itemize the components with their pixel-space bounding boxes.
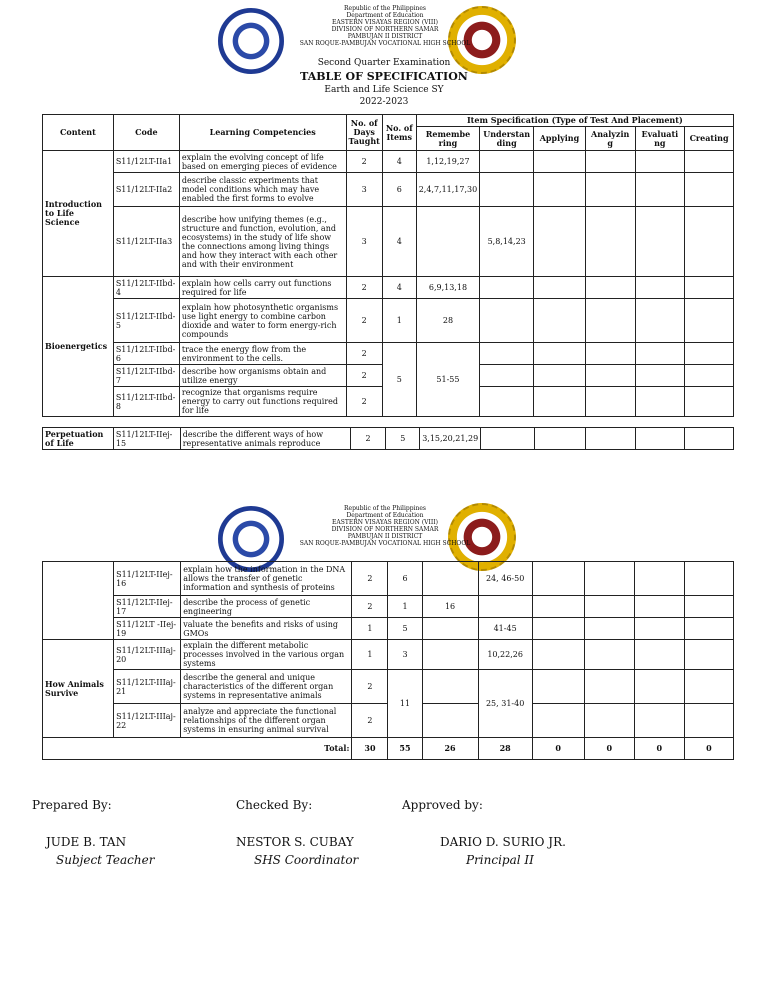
total-row: Total: 30 55 26 28 0 0 0 0 (43, 738, 734, 760)
header-lines: Republic of the Philippines Department of Education EASTERN VISAYAS REGION (VIII) DIVISION OF NORTHERN SAMAR PAMBUJAN II DISTRICT SAN ROQUE-PAMBUJAN VOCATIONAL HIGH SCHOOL (299, 5, 471, 47)
col-spec: Item Specification (Type of Test And Placement) (416, 115, 733, 127)
table-row: S11/12LT-IIIaj-22 analyze and appreciate the functional relationships of the different organ systems in ensuring animal survival 2 (43, 704, 734, 738)
checker-name: NESTOR S. CUBAY (236, 835, 354, 849)
header-lines-2: Republic of the Philippines Department of Education EASTERN VISAYAS REGION (VIII) DIVISION OF NORTHERN SAMAR PAMBUJAN II DISTRICT SAN ROQUE-PAMBUJAN VOCATIONAL HIGH SCHOOL (299, 505, 471, 547)
table-row: S11/12LT-IIbd-7 describe how organisms obtain and utilize energy 2 (43, 365, 734, 387)
table-row: Introduction to Life Science S11/12LT-IIa1 explain the evolving concept of life based on emerging pieces of evidence 2 4 1,12,19,27 (43, 151, 734, 173)
preparer-title: Subject Teacher (56, 853, 155, 867)
approver-name: DARIO D. SURIO JR. (440, 835, 566, 849)
col-app: Applying (534, 127, 586, 151)
table-row: S11/12LT -IIej-19 valuate the benefits and risks of using GMOs 1 5 41-45 (43, 618, 734, 640)
preparer-name: JUDE B. TAN (46, 835, 127, 849)
approved-by-label: Approved by: (402, 798, 483, 812)
col-ana: Analyzin g (585, 127, 635, 151)
table-row: S11/12LT-IIej-16 explain how the information in the DNA allows the transfer of genetic information and synthesis of proteins 2 6 24, 46-50 (43, 562, 734, 596)
page-title: TABLE OF SPECIFICATION (300, 70, 468, 83)
checker-title: SHS Coordinator (254, 853, 359, 867)
approver-title: Principal II (466, 853, 534, 867)
spec-table-2 (42, 561, 734, 760)
col-cre: Creating (685, 127, 734, 151)
table-row: S11/12LT-IIbd-6 trace the energy flow from the environment to the cells. 2 5 51-55 (43, 343, 734, 365)
table-row: S11/12LT-IIIaj-21 describe the general and unique characteristics of the different organ systems in representative animals 2 11 25, 31-40 (43, 670, 734, 704)
school-year: 2022-2023 (359, 97, 409, 107)
col-rem: Remembe ring (416, 127, 480, 151)
col-eva: Evaluati ng (635, 127, 685, 151)
checked-by-label: Checked By: (236, 798, 313, 812)
table-row: S11/12LT-IIa3 describe how unifying themes (e.g., structure and function, evolution, and ecosystems) in the study of life show the connections among living things and how they interact with each other and with their environment 3 4 5,8,14,23 (43, 207, 734, 277)
table-row: Bioenergetics S11/12LT-IIbd-4 explain how cells carry out functions required for life 2 4 6,9,13,18 (43, 277, 734, 299)
table-row: S11/12LT-IIbd-5 explain how photosynthetic organisms use light energy to combine carbon dioxide and water to form energy-rich compounds 2 1 28 (43, 299, 734, 343)
table-row: How Animals Survive S11/12LT-IIIaj-20 explain the different metabolic processes involved in the various organ systems 1 3 10,22,26 (43, 640, 734, 670)
spec-table-1 (42, 114, 734, 417)
table-row: Perpetuation of Life S11/12LT-IIej-15 describe the different ways of how representative animals reproduce 2 5 3,15,20,21,29 (43, 428, 734, 450)
table-row: S11/12LT-IIa2 describe classic experiments that model conditions which may have enabled the first forms to evolve 3 6 2,4,7,11,17,30 (43, 173, 734, 207)
col-lc: Learning Competencies (179, 115, 346, 151)
col-days: No. of Days Taught (346, 115, 382, 151)
table-row: S11/12LT-IIej-17 describe the process of genetic engineering 2 1 16 (43, 596, 734, 618)
prepared-by-label: Prepared By: (32, 798, 112, 812)
table-row: S11/12LT-IIbd-8 recognize that organisms require energy to carry out functions required for life 2 (43, 387, 734, 417)
col-items: No. of Items (382, 115, 416, 151)
spec-table-perp (42, 427, 734, 450)
exam-label: Second Quarter Examination (317, 58, 451, 68)
col-und: Understan ding (480, 127, 534, 151)
col-code: Code (113, 115, 179, 151)
col-content: Content (43, 115, 114, 151)
subject: Earth and Life Science SY (324, 85, 444, 95)
